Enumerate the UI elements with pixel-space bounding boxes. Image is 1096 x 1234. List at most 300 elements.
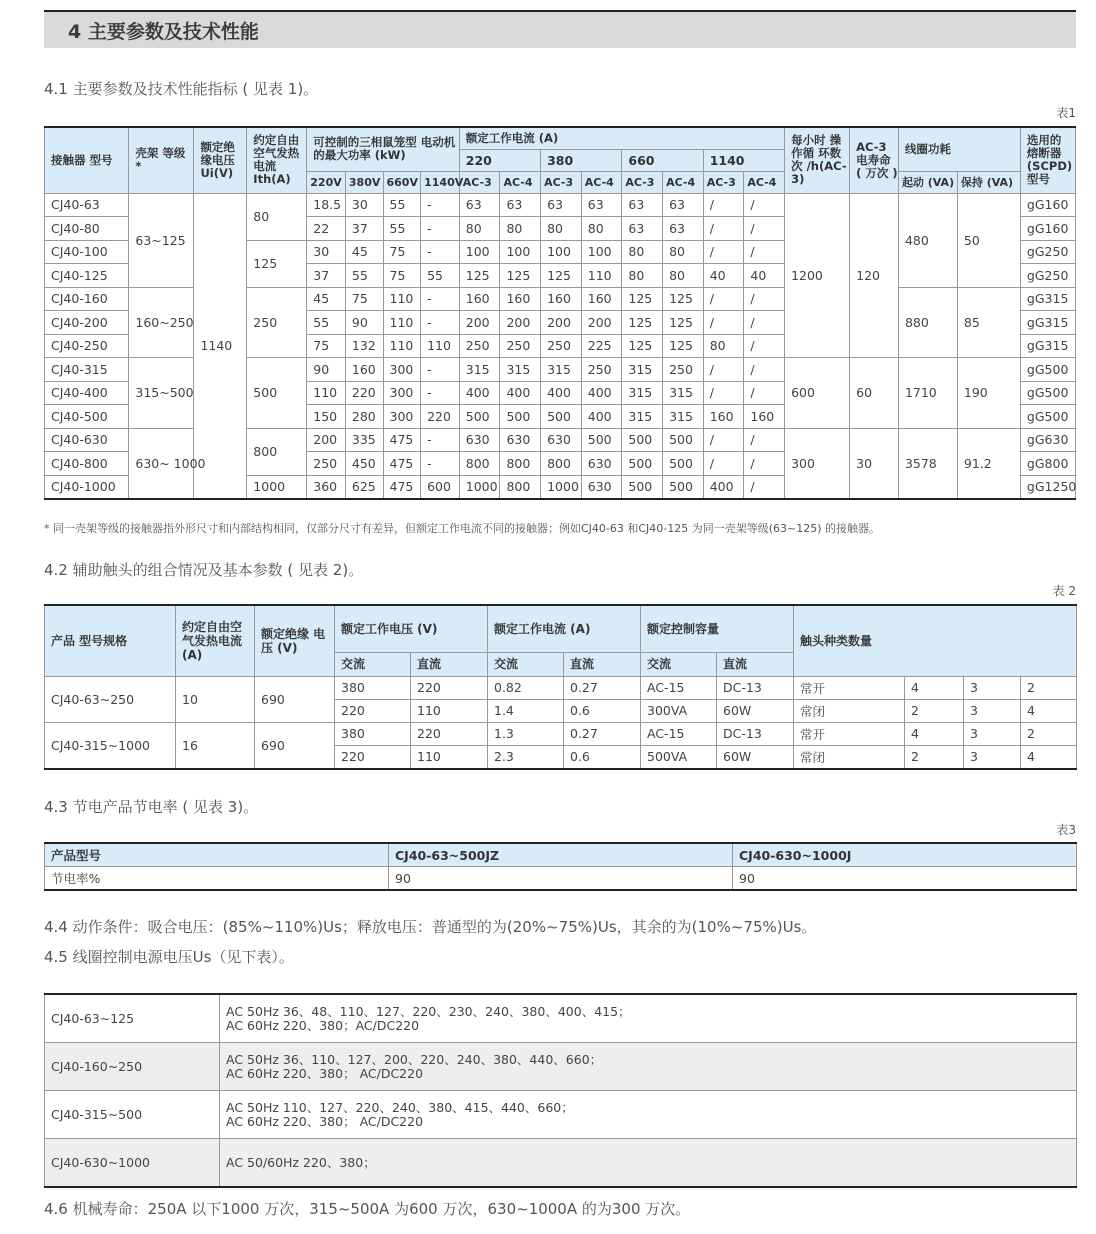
cell-fuse: gG630	[1020, 428, 1075, 452]
cell-current: /	[744, 381, 785, 405]
cell-power: 600	[421, 475, 460, 499]
cell-current: 80	[500, 217, 541, 241]
cell-current: 630	[581, 475, 622, 499]
cell-current: 125	[663, 334, 704, 358]
cell-current: 160	[703, 405, 744, 429]
th-p1140: 1140V	[421, 171, 460, 193]
table1-body	[45, 193, 1076, 499]
cell-frame: 63~125	[129, 193, 194, 287]
cell-fuse: gG500	[1020, 381, 1075, 405]
cell-life: 60	[850, 358, 899, 429]
th-power: 可控制的三相鼠笼型 电动机的最大功率 (kW)	[307, 127, 460, 171]
cell-power: 110	[421, 334, 460, 358]
cell-current: 630	[500, 428, 541, 452]
cell-model: CJ40-315	[45, 358, 129, 382]
cell-voltages	[220, 1139, 1077, 1188]
cell-current: 250	[663, 358, 704, 382]
cell-power: 55	[345, 264, 383, 288]
cell-power: 55	[383, 193, 421, 217]
cell-power: 22	[307, 217, 346, 241]
table2-body	[45, 676, 1077, 769]
cell-model: CJ40-630~1000	[45, 1139, 220, 1188]
cell-current: 200	[500, 311, 541, 335]
cell-value: 0.27	[564, 722, 641, 745]
cell-fuse: gG500	[1020, 358, 1075, 382]
cell-current: 63	[663, 217, 704, 241]
cell-power: 300	[383, 381, 421, 405]
cell-power: 110	[383, 287, 421, 311]
cell-model: CJ40-63	[45, 193, 129, 217]
cell-value: 4	[1021, 745, 1077, 769]
section-header	[44, 10, 1076, 48]
cell-model: CJ40-800	[45, 452, 129, 476]
cell-power: 335	[345, 428, 383, 452]
cell-current: 100	[459, 240, 500, 264]
cell-current: 160	[581, 287, 622, 311]
cell-value: DC-13	[717, 676, 794, 699]
voltage-line-2: AC 60Hz 220、380； AC/DC220	[226, 1113, 424, 1129]
cell-current: 160	[541, 287, 582, 311]
table1-footnote: * 同一壳架等级的接触器指外形尺寸和内部结构相同，仅部分尺寸有差异，但额定工作电流不同的接触器；例如CJ40-63 和CJ40-125 为同一壳架等级(63~125) 的接触器。	[44, 522, 881, 535]
cell-fuse: gG1250	[1020, 475, 1075, 499]
cell-value: 0.27	[564, 676, 641, 699]
cell-power: -	[421, 217, 460, 241]
cell-value: 300VA	[641, 699, 717, 722]
paragraph-4-5: 4.5 线圈控制电源电压Us（见下表）。	[44, 948, 294, 966]
th-frame: 壳架 等级 *	[129, 127, 194, 193]
cell-value: 220	[335, 745, 411, 769]
cell-current: /	[703, 217, 744, 241]
cell-fuse: gG315	[1020, 334, 1075, 358]
cell-power: 75	[345, 287, 383, 311]
cell-power: 110	[383, 311, 421, 335]
cell-model: CJ40-250	[45, 334, 129, 358]
cell-current: 63	[459, 193, 500, 217]
cell-current: 125	[622, 287, 663, 311]
cell-current: 125	[459, 264, 500, 288]
th-ac3: AC-3	[541, 171, 582, 193]
cell-value: 3	[964, 722, 1021, 745]
cell-current: 500	[622, 452, 663, 476]
cell-current: 80	[663, 264, 704, 288]
voltage-line-2: AC 60Hz 220、380；AC/DC220	[226, 1017, 420, 1033]
cell-current: /	[703, 381, 744, 405]
table5-body	[45, 994, 1077, 1187]
cell-current: 80	[459, 217, 500, 241]
cell-model: CJ40-1000	[45, 475, 129, 499]
cell-frame: 630~ 1000	[129, 428, 194, 499]
cell-ui: 690	[255, 722, 335, 769]
cell-current: 630	[541, 428, 582, 452]
cell-power: 132	[345, 334, 383, 358]
th2-ue: 额定工作电压 (V)	[335, 605, 488, 652]
table-energy-saving	[44, 842, 1077, 891]
cell-power: 475	[383, 428, 421, 452]
cell-value: 110	[411, 745, 488, 769]
cell-current: 63	[663, 193, 704, 217]
th-life: AC-3 电寿命 ( 万次 )	[850, 127, 899, 193]
cell-fuse: gG250	[1020, 264, 1075, 288]
cell-start-power: 3578	[898, 428, 957, 499]
cell-current: 400	[703, 475, 744, 499]
th2-dc: 直流	[564, 652, 641, 676]
cell-current: 125	[663, 311, 704, 335]
cell-current: 80	[581, 217, 622, 241]
table-row	[45, 1139, 1077, 1188]
th-fuse: 选用的 熔断器 (SCPD) 型号	[1020, 127, 1075, 193]
cell-voltages	[220, 994, 1077, 1043]
cell-current: 250	[581, 358, 622, 382]
cell-current: 400	[581, 405, 622, 429]
cell-value: 常开	[794, 676, 905, 699]
voltage-line-2: AC 60Hz 220、380； AC/DC220	[226, 1065, 424, 1081]
cell-value: 3	[964, 745, 1021, 769]
th-ac4: AC-4	[581, 171, 622, 193]
table3-number: 表3	[1056, 823, 1076, 837]
cell-value: 220	[335, 699, 411, 722]
cell-current: /	[744, 217, 785, 241]
cell-value: 2	[905, 699, 964, 722]
cell-current: /	[703, 452, 744, 476]
cell-current: /	[744, 311, 785, 335]
cell-current: 63	[622, 193, 663, 217]
th2-ac: 交流	[641, 652, 717, 676]
cell-power: 90	[307, 358, 346, 382]
cell-current: /	[744, 334, 785, 358]
cell-current: 80	[622, 240, 663, 264]
th-ith: 约定自由 空气发热 电流 Ith(A)	[247, 127, 307, 193]
cell-life: 30	[850, 428, 899, 499]
cell-value: 1.4	[488, 699, 564, 722]
th-ac4: AC-4	[744, 171, 785, 193]
table-auxiliary-contacts	[44, 604, 1077, 770]
cell-current: /	[744, 240, 785, 264]
cell-current: 500	[541, 405, 582, 429]
cell-power: 30	[345, 193, 383, 217]
table-row	[45, 722, 1077, 745]
cell-value: 2.3	[488, 745, 564, 769]
th-model: 接触器 型号	[45, 127, 129, 193]
cell-current: 63	[500, 193, 541, 217]
cell-value: AC-15	[641, 722, 717, 745]
cell-current: /	[744, 287, 785, 311]
cell-current: /	[703, 287, 744, 311]
cell-current: 100	[500, 240, 541, 264]
cell-start-power: 1710	[898, 358, 957, 429]
cell-current: 315	[500, 358, 541, 382]
cell-power: -	[421, 240, 460, 264]
cell-value: 1.3	[488, 722, 564, 745]
cell-value: 常闭	[794, 745, 905, 769]
cell-power: 110	[307, 381, 346, 405]
cell-power: 45	[307, 287, 346, 311]
cell-current: 1000	[541, 475, 582, 499]
cell-model: CJ40-160~250	[45, 1043, 220, 1091]
th2-ac: 交流	[335, 652, 411, 676]
th-v380: 380	[541, 149, 622, 171]
table2-number: 表 2	[1052, 584, 1076, 598]
cell-current: 63	[622, 217, 663, 241]
table-row	[45, 1043, 1077, 1091]
cell-current: 80	[622, 264, 663, 288]
cell-fuse: gG160	[1020, 217, 1075, 241]
cell-current: 160	[500, 287, 541, 311]
cell-current: 160	[744, 405, 785, 429]
th2-model: 产品 型号规格	[45, 605, 176, 676]
cell-power: -	[421, 428, 460, 452]
cell-model: CJ40-80	[45, 217, 129, 241]
cell-model: CJ40-500	[45, 405, 129, 429]
th-v220: 220	[459, 149, 540, 171]
th-p380: 380V	[345, 171, 383, 193]
cell-current: 500	[622, 475, 663, 499]
cell-power: 250	[307, 452, 346, 476]
cell-ith: 500	[247, 358, 307, 429]
voltage-line-1: AC 50Hz 36、48、110、127、220、230、240、380、400、415；	[226, 1003, 631, 1019]
cell-current: 500	[663, 428, 704, 452]
cell-current: 125	[622, 311, 663, 335]
th-hold: 保持 (VA)	[957, 171, 1020, 193]
cell-power: 280	[345, 405, 383, 429]
cell-current: 315	[663, 405, 704, 429]
cell-power: 110	[383, 334, 421, 358]
td3-rate-label: 节电率%	[45, 867, 389, 891]
cell-voltages	[220, 1091, 1077, 1139]
cell-value: 220	[411, 676, 488, 699]
th3-model: 产品型号	[45, 843, 389, 867]
cell-ops: 300	[785, 428, 850, 499]
cell-value: 0.82	[488, 676, 564, 699]
cell-current: /	[744, 358, 785, 382]
cell-current: /	[703, 193, 744, 217]
cell-hold-power: 85	[957, 287, 1020, 358]
th-v1140: 1140	[703, 149, 784, 171]
cell-value: 4	[905, 676, 964, 699]
cell-current: 125	[500, 264, 541, 288]
table-row	[45, 193, 1076, 217]
td3-rate-b: 90	[733, 867, 1077, 891]
cell-voltages	[220, 1043, 1077, 1091]
th-ac3: AC-3	[459, 171, 500, 193]
cell-current: 500	[459, 405, 500, 429]
table-coil-voltage	[44, 993, 1077, 1188]
cell-current: 225	[581, 334, 622, 358]
th-p660: 660V	[383, 171, 421, 193]
cell-current: 80	[541, 217, 582, 241]
cell-power: 90	[345, 311, 383, 335]
cell-power: -	[421, 193, 460, 217]
cell-power: 75	[307, 334, 346, 358]
cell-power: 55	[383, 217, 421, 241]
cell-ith: 10	[176, 676, 255, 722]
th-ac4: AC-4	[500, 171, 541, 193]
cell-model: CJ40-315~500	[45, 1091, 220, 1139]
cell-value: 常开	[794, 722, 905, 745]
th-ops: 每小时 操作循 环数次 /h(AC-3)	[785, 127, 850, 193]
cell-hold-power: 50	[957, 193, 1020, 287]
cell-power: 300	[383, 358, 421, 382]
cell-current: 315	[459, 358, 500, 382]
th-ac3: AC-3	[703, 171, 744, 193]
th-ac4: AC-4	[663, 171, 704, 193]
cell-power: 625	[345, 475, 383, 499]
cell-current: 250	[500, 334, 541, 358]
cell-power: 37	[307, 264, 346, 288]
cell-power: 30	[307, 240, 346, 264]
cell-current: 250	[459, 334, 500, 358]
cell-hold-power: 91.2	[957, 428, 1020, 499]
cell-start-power: 880	[898, 287, 957, 358]
cell-power: 18.5	[307, 193, 346, 217]
cell-current: /	[703, 428, 744, 452]
cell-ops: 600	[785, 358, 850, 429]
th-coil: 线圈功耗	[898, 127, 1020, 171]
cell-current: 110	[581, 264, 622, 288]
cell-current: /	[703, 358, 744, 382]
cell-current: /	[744, 452, 785, 476]
cell-model: CJ40-63~125	[45, 994, 220, 1043]
cell-frame: 160~250	[129, 287, 194, 358]
cell-power: -	[421, 381, 460, 405]
cell-model: CJ40-125	[45, 264, 129, 288]
th2-ie: 额定工作电流 (A)	[488, 605, 641, 652]
cell-current: 400	[500, 381, 541, 405]
cell-start-power: 480	[898, 193, 957, 287]
cell-ops: 1200	[785, 193, 850, 358]
td3-rate-a: 90	[389, 867, 733, 891]
cell-value: 500VA	[641, 745, 717, 769]
table1-number: 表1	[1056, 106, 1076, 120]
cell-value: 380	[335, 676, 411, 699]
cell-power: 55	[421, 264, 460, 288]
cell-model: CJ40-315~1000	[45, 722, 176, 769]
cell-value: 4	[905, 722, 964, 745]
cell-frame: 315~500	[129, 358, 194, 429]
cell-current: 315	[663, 381, 704, 405]
cell-current: 500	[663, 475, 704, 499]
cell-current: 400	[459, 381, 500, 405]
cell-value: 4	[1021, 699, 1077, 722]
th2-ith: 约定自由空 气发热电流 (A)	[176, 605, 255, 676]
cell-power: 45	[345, 240, 383, 264]
cell-current: 125	[541, 264, 582, 288]
cell-current: 80	[703, 334, 744, 358]
cell-current: 63	[541, 193, 582, 217]
cell-ith: 1000	[247, 475, 307, 499]
cell-current: /	[703, 311, 744, 335]
paragraph-4-1: 4.1 主要参数及技术性能指标 ( 见表 1)。	[44, 80, 319, 98]
cell-value: 220	[411, 722, 488, 745]
cell-current: 800	[541, 452, 582, 476]
voltage-line-1: AC 50Hz 110、127、220、240、380、415、440、660；	[226, 1099, 574, 1115]
cell-power: 160	[345, 358, 383, 382]
cell-current: 400	[581, 381, 622, 405]
cell-model: CJ40-63~250	[45, 676, 176, 722]
cell-power: 150	[307, 405, 346, 429]
cell-current: 800	[500, 452, 541, 476]
cell-value: 0.6	[564, 745, 641, 769]
cell-power: 450	[345, 452, 383, 476]
cell-current: 500	[622, 428, 663, 452]
cell-power: -	[421, 287, 460, 311]
table-row	[45, 1091, 1077, 1139]
cell-current: 250	[541, 334, 582, 358]
cell-current: /	[744, 475, 785, 499]
cell-fuse: gG800	[1020, 452, 1075, 476]
cell-current: 63	[581, 193, 622, 217]
cell-value: 60W	[717, 699, 794, 722]
th-v660: 660	[622, 149, 703, 171]
cell-ith: 125	[247, 240, 307, 287]
cell-power: 475	[383, 452, 421, 476]
cell-current: /	[703, 240, 744, 264]
cell-current: 500	[500, 405, 541, 429]
cell-value: 2	[905, 745, 964, 769]
cell-power: 220	[421, 405, 460, 429]
cell-current: 1000	[459, 475, 500, 499]
cell-current: 315	[541, 358, 582, 382]
cell-life: 120	[850, 193, 899, 358]
cell-fuse: gG315	[1020, 287, 1075, 311]
th2-ac: 交流	[488, 652, 564, 676]
cell-power: 75	[383, 264, 421, 288]
cell-power: 37	[345, 217, 383, 241]
th3-model-b: CJ40-630~1000J	[733, 843, 1077, 867]
cell-current: 400	[541, 381, 582, 405]
cell-value: 380	[335, 722, 411, 745]
cell-fuse: gG500	[1020, 405, 1075, 429]
cell-current: /	[744, 193, 785, 217]
cell-value: 常闭	[794, 699, 905, 722]
cell-value: 60W	[717, 745, 794, 769]
cell-value: AC-15	[641, 676, 717, 699]
cell-value: 0.6	[564, 699, 641, 722]
cell-current: 315	[622, 405, 663, 429]
th2-ui: 额定绝缘 电压 (V)	[255, 605, 335, 676]
cell-model: CJ40-160	[45, 287, 129, 311]
cell-value: 2	[1021, 676, 1077, 699]
cell-model: CJ40-200	[45, 311, 129, 335]
cell-ith: 800	[247, 428, 307, 475]
cell-fuse: gG160	[1020, 193, 1075, 217]
cell-current: 40	[744, 264, 785, 288]
cell-model: CJ40-100	[45, 240, 129, 264]
cell-current: 315	[622, 381, 663, 405]
cell-ith: 16	[176, 722, 255, 769]
cell-power: -	[421, 452, 460, 476]
cell-power: 300	[383, 405, 421, 429]
th2-dc: 直流	[411, 652, 488, 676]
th-current: 额定工作电流 (A)	[459, 127, 784, 149]
table-row	[45, 676, 1077, 699]
cell-current: 125	[663, 287, 704, 311]
cell-current: /	[744, 428, 785, 452]
cell-current: 200	[459, 311, 500, 335]
cell-current: 630	[459, 428, 500, 452]
th2-cap: 额定控制容量	[641, 605, 794, 652]
th-start: 起动 (VA)	[898, 171, 957, 193]
th-ac3: AC-3	[622, 171, 663, 193]
cell-model: CJ40-630	[45, 428, 129, 452]
cell-current: 500	[581, 428, 622, 452]
cell-current: 160	[459, 287, 500, 311]
cell-current: 40	[703, 264, 744, 288]
cell-ith: 250	[247, 287, 307, 358]
cell-hold-power: 190	[957, 358, 1020, 429]
cell-current: 200	[541, 311, 582, 335]
paragraph-4-4: 4.4 动作条件：吸合电压：(85%~110%)Us；释放电压：普通型的为(20%~75%)Us，其余的为(10%~75%)Us。	[44, 918, 817, 936]
cell-current: 800	[500, 475, 541, 499]
